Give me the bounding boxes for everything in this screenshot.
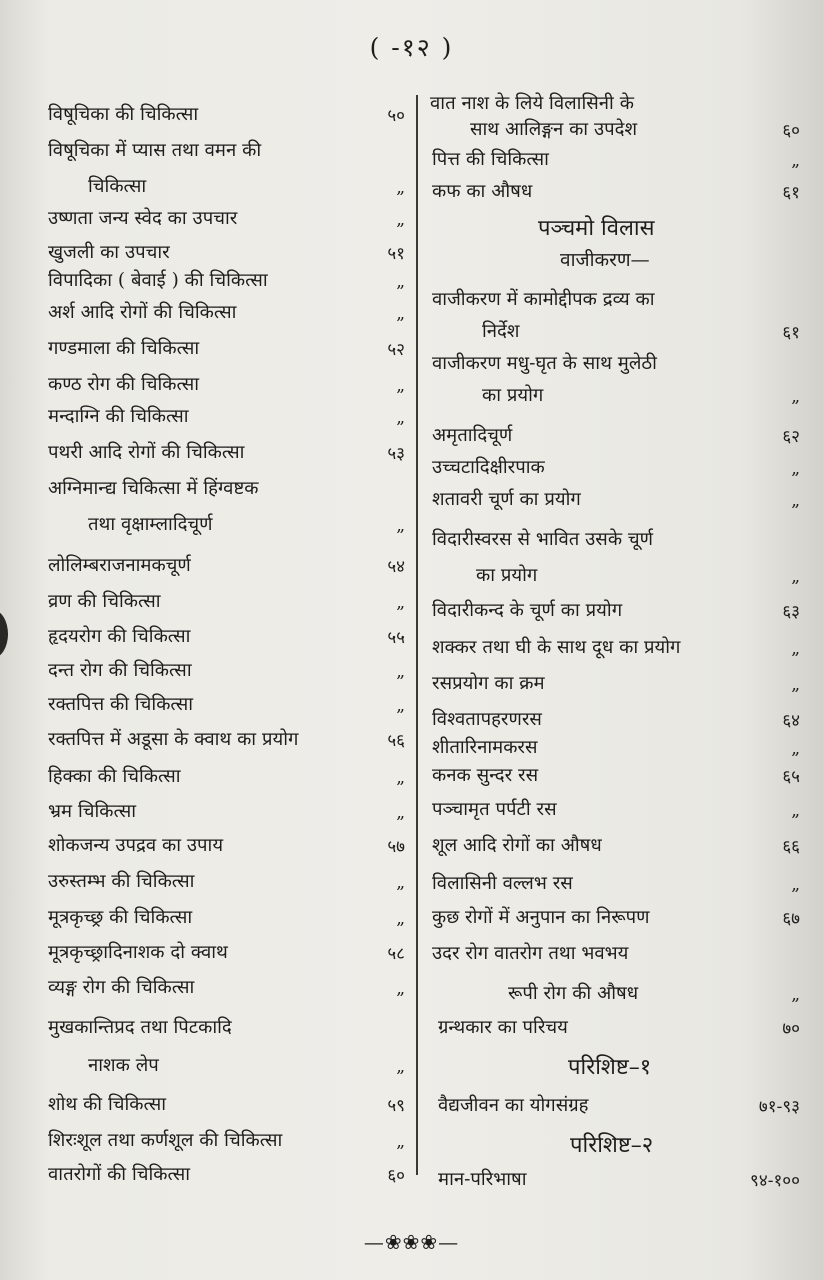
right-toc-entry-title: का प्रयोग	[482, 385, 544, 406]
left-toc-entry-page: „	[396, 272, 405, 292]
right-toc-entry-title: पित्त की चिकित्सा	[432, 149, 549, 170]
left-toc-entry-page: „	[396, 909, 405, 929]
page-number: ( -१२ )	[369, 33, 454, 62]
left-toc-entry-title: तथा वृक्षाम्लादिचूर्ण	[88, 514, 213, 535]
left-toc-entry-title: व्यङ्ग रोग की चिकित्सा	[48, 977, 195, 998]
left-toc-entry-page: „	[396, 593, 405, 613]
right-toc-entry-title: विश्वतापहरणरस	[432, 709, 542, 730]
left-toc-entry-page: „	[396, 408, 405, 428]
footer-ornament: —❀❀❀—	[363, 1230, 460, 1254]
right-toc-entry-page: ६१	[782, 323, 800, 343]
right-toc-entry-title: ग्रन्थकार का परिचय	[438, 1017, 568, 1038]
left-toc-entry-page: ५९	[387, 1096, 405, 1116]
left-toc-entry-title: मुखकान्तिप्रद तथा पिटकादि	[48, 1017, 232, 1038]
left-toc-entry-title: शोथ की चिकित्सा	[48, 1094, 167, 1115]
right-toc-entry-title: निर्देश	[482, 321, 520, 342]
left-toc-entry-title: वातरोगों की चिकित्सा	[48, 1164, 191, 1185]
right-toc-entry-title: मान-परिभाषा	[438, 1169, 527, 1190]
right-toc-entry-page: ९४-१००	[750, 1171, 800, 1191]
left-toc-entry-page: „	[396, 1132, 405, 1152]
right-toc-entry-title: वात नाश के लिये विलासिनी के	[430, 93, 634, 114]
right-toc-entry-title: उच्चटादिक्षीरपाक	[432, 457, 545, 478]
right-toc-entry-title: उदर रोग वातरोग तथा भवभय	[432, 943, 629, 964]
right-toc-entry-title: शूल आदि रोगों का औषध	[432, 835, 602, 856]
left-toc-entry-title: मूत्रकृच्छ्र की चिकित्सा	[48, 907, 193, 928]
left-toc-entry-title: उष्णता जन्य स्वेद का उपचार	[48, 208, 238, 229]
left-toc-entry-title: विषूचिका में प्यास तथा वमन की	[48, 140, 262, 161]
left-toc-entry-title: चिकित्सा	[88, 176, 147, 197]
right-toc-entry-title: कफ का औषध	[432, 181, 533, 202]
right-toc-entry-page: ६७	[782, 909, 800, 929]
right-toc-entry-page: „	[791, 739, 800, 759]
right-toc-entry-title: विदारीकन्द के चूर्ण का प्रयोग	[432, 600, 623, 621]
right-toc-entry-title: रूपी रोग की औषध	[508, 983, 639, 1004]
right-toc-entry-title: शतावरी चूर्ण का प्रयोग	[432, 489, 581, 510]
left-toc-entry-title: लोलिम्बराजनामकचूर्ण	[48, 555, 191, 576]
right-toc-entry-title: वाजीकरण में कामोद्दीपक द्रव्य का	[432, 289, 655, 310]
left-toc-entry-page: ५७	[387, 837, 405, 857]
right-toc-entry-title: वैद्यजीवन का योगसंग्रह	[438, 1095, 589, 1116]
left-toc-entry-page: ५६	[387, 731, 405, 751]
right-toc-entry-title: विलासिनी वल्लभ रस	[432, 873, 573, 894]
right-toc-entry-title: पञ्चमो विलास	[538, 216, 655, 241]
right-toc-entry-title: कनक सुन्दर रस	[432, 765, 539, 786]
left-toc-entry-page: ५२	[387, 340, 405, 360]
right-toc-entry-page: ६३	[782, 602, 800, 622]
left-toc-entry-title: अग्निमान्द्य चिकित्सा में हिंग्वष्टक	[48, 478, 259, 499]
right-toc-entry-page: „	[791, 459, 800, 479]
left-toc-entry-page: ५३	[387, 444, 405, 464]
left-toc-entry-page: „	[396, 979, 405, 999]
right-toc-entry-title: विदारीस्वरस से भावित उसके चूर्ण	[432, 529, 654, 550]
right-toc-entry-page: „	[791, 387, 800, 407]
left-toc-entry-title: मन्दाग्नि की चिकित्सा	[48, 406, 189, 427]
left-toc-entry-title: विपादिका ( बेवाई ) की चिकित्सा	[48, 270, 268, 291]
binding-hole	[0, 610, 8, 658]
right-toc-entry-title: वाजीकरण—	[560, 249, 650, 271]
right-toc-entry-page: „	[791, 567, 800, 587]
left-toc-entry-page: „	[396, 873, 405, 893]
right-toc-entry-page: „	[791, 801, 800, 821]
right-toc-entry-page: „	[791, 639, 800, 659]
right-toc-entry-title: पञ्चामृत पर्पटी रस	[432, 799, 557, 820]
right-toc-entry-title: शक्कर तथा घी के साथ दूध का प्रयोग	[432, 637, 681, 658]
left-toc-entry-page: „	[396, 1057, 405, 1077]
right-toc-entry-page: ६६	[782, 837, 800, 857]
left-toc-entry-page: „	[396, 516, 405, 536]
right-toc-entry-title: वाजीकरण मधु-घृत के साथ मुलेठी	[432, 353, 657, 374]
right-toc-entry-title: का प्रयोग	[476, 565, 538, 586]
right-toc-entry-page: „	[791, 151, 800, 171]
left-toc-entry-page: „	[396, 376, 405, 396]
left-toc-entry-title: रक्तपित्त में अडूसा के क्वाथ का प्रयोग	[48, 729, 299, 750]
left-toc-entry-page: ५५	[387, 628, 405, 648]
left-toc-entry-page: ५०	[387, 106, 405, 126]
left-toc-entry-title: भ्रम चिकित्सा	[48, 801, 137, 822]
right-toc-entry-title: रसप्रयोग का क्रम	[432, 673, 545, 694]
right-toc-entry-page: ७०	[782, 1019, 800, 1039]
left-toc-entry-title: कण्ठ रोग की चिकित्सा	[48, 374, 200, 395]
left-toc-entry-title: उरुस्तम्भ की चिकित्सा	[48, 871, 195, 892]
right-toc-entry-page: ६१	[782, 183, 800, 203]
left-toc-entry-title: अर्श आदि रोगों की चिकित्सा	[48, 302, 237, 323]
right-toc-entry-page: ६२	[782, 427, 800, 447]
right-toc-entry-title: परिशिष्ट–१	[568, 1055, 652, 1080]
left-toc-entry-title: व्रण की चिकित्सा	[48, 591, 161, 612]
left-toc-entry-page: ५४	[387, 557, 405, 577]
left-toc-entry-title: दन्त रोग की चिकित्सा	[48, 660, 192, 681]
right-toc-entry-page: „	[791, 675, 800, 695]
left-toc-entry-page: ६०	[387, 1166, 405, 1186]
right-toc-entry-page: ७१-९३	[758, 1097, 800, 1117]
left-toc-entry-page: „	[396, 210, 405, 230]
left-toc-entry-title: हृदयरोग की चिकित्सा	[48, 626, 191, 647]
right-toc-entry-title: कुछ रोगों में अनुपान का निरूपण	[432, 907, 650, 928]
left-toc-entry-page: „	[396, 696, 405, 716]
right-toc-entry-page: „	[791, 985, 800, 1005]
left-toc-entry-page: „	[396, 178, 405, 198]
right-toc-entry-page: ६५	[782, 767, 800, 787]
left-toc-entry-title: विषूचिका की चिकित्सा	[48, 104, 199, 125]
left-toc-entry-page: „	[396, 304, 405, 324]
left-toc-entry-title: शोकजन्य उपद्रव का उपाय	[48, 835, 224, 856]
right-toc-entry-page: „	[791, 491, 800, 511]
left-toc-entry-page: „	[396, 662, 405, 682]
right-toc-entry-title: अमृतादिचूर्ण	[432, 425, 513, 446]
left-toc-entry-page: ५१	[387, 244, 405, 264]
left-toc-entry-title: गण्डमाला की चिकित्सा	[48, 338, 200, 359]
column-divider	[416, 95, 418, 1175]
left-toc-entry-title: हिक्का की चिकित्सा	[48, 766, 181, 787]
left-toc-entry-title: रक्तपित्त की चिकित्सा	[48, 694, 193, 715]
left-toc-entry-title: नाशक लेप	[88, 1055, 159, 1076]
left-toc-entry-page: ५८	[387, 944, 405, 964]
left-toc-entry-page: „	[396, 803, 405, 823]
right-toc-entry-title: शीतारिनामकरस	[432, 737, 538, 758]
right-toc-entry-title: साथ आलिङ्गन का उपदेश	[470, 119, 638, 140]
right-toc-entry-page: „	[791, 875, 800, 895]
right-toc-entry-title: परिशिष्ट–२	[570, 1133, 654, 1158]
left-toc-entry-page: „	[396, 768, 405, 788]
right-toc-entry-page: ६४	[782, 711, 800, 731]
left-toc-entry-title: शिरःशूल तथा कर्णशूल की चिकित्सा	[48, 1130, 283, 1151]
right-toc-entry-page: ६०	[782, 121, 800, 141]
left-toc-entry-title: पथरी आदि रोगों की चिकित्सा	[48, 442, 245, 463]
left-toc-entry-title: मूत्रकृच्छ्रादिनाशक दो क्वाथ	[48, 942, 228, 963]
left-toc-entry-title: खुजली का उपचार	[48, 242, 170, 263]
